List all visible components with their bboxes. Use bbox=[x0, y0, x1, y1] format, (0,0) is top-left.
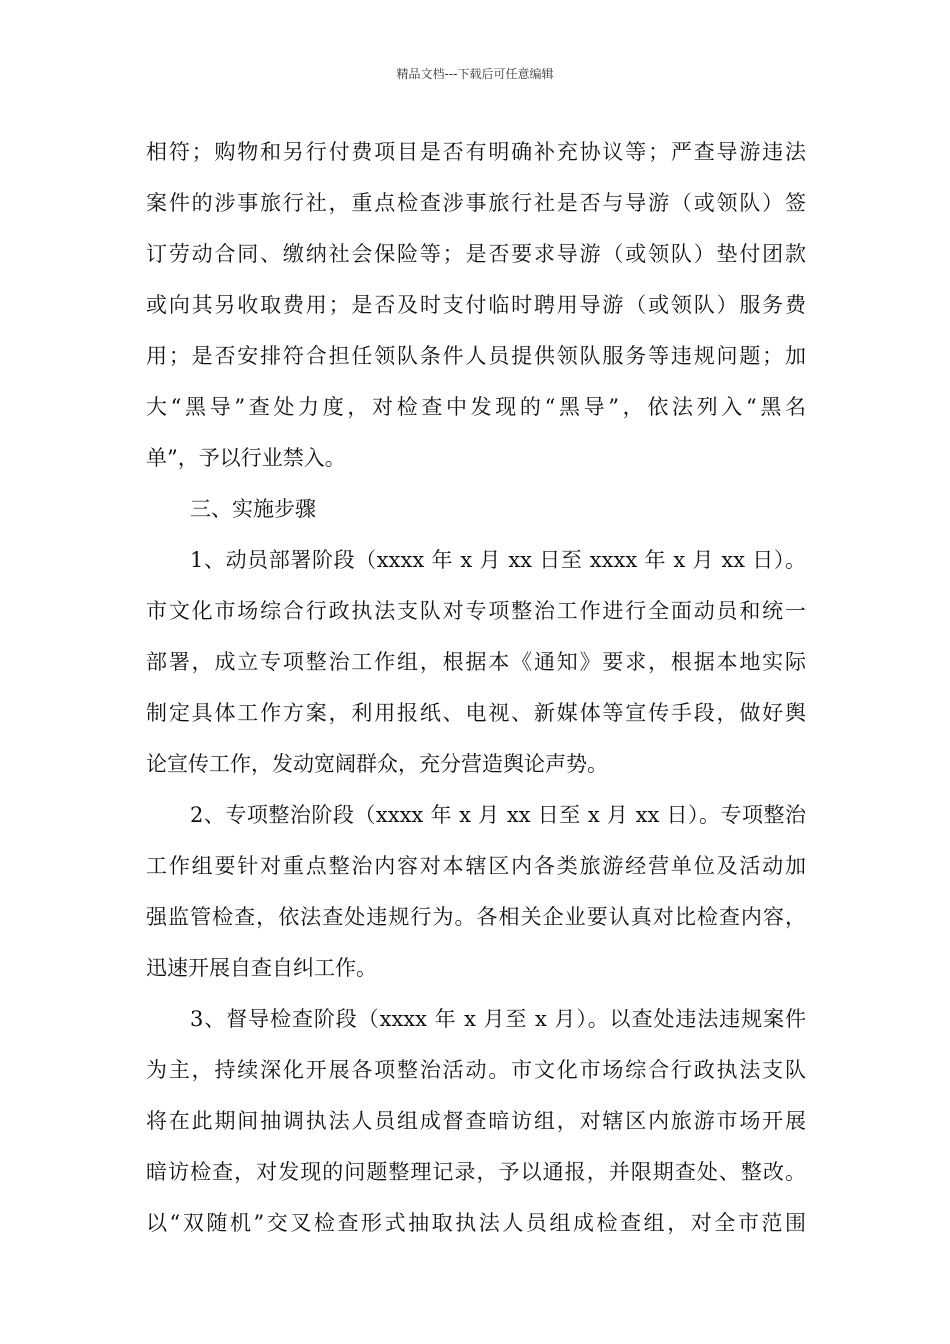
text-line: 暗访检查，对发现的问题整理记录，予以通报，并限期查处、整改。 bbox=[146, 1160, 806, 1184]
text-line: 订劳动合同、缴纳社会保险等；是否要求导游（或领队）垫付团款 bbox=[146, 242, 806, 266]
page-header: 精品文档---下载后可任意编辑 bbox=[396, 67, 554, 81]
text-line: 为主，持续深化开展各项整治活动。市文化市场综合行政执法支队 bbox=[146, 1058, 806, 1082]
text-line: 或向其另收取费用；是否及时支付临时聘用导游（或领队）服务费 bbox=[146, 293, 806, 317]
text-line: 单”，予以行业禁入。 bbox=[146, 446, 346, 470]
text-line: 工作组要针对重点整治内容对本辖区内各类旅游经营单位及活动加 bbox=[146, 854, 806, 878]
text-line: 部署，成立专项整治工作组，根据本《通知》要求，根据本地实际 bbox=[146, 650, 806, 674]
text-line: 以“双随机”交叉检查形式抽取执法人员组成检查组，对全市范围 bbox=[146, 1211, 806, 1235]
text-line: 论宣传工作，发动宽阔群众，充分营造舆论声势。 bbox=[146, 752, 608, 776]
section-heading: 三、实施步骤 bbox=[190, 497, 316, 521]
text-line: 制定具体工作方案，利用报纸、电视、新媒体等宣传手段，做好舆 bbox=[146, 701, 806, 725]
text-line: 案件的涉事旅行社，重点检查涉事旅行社是否与导游（或领队）签 bbox=[146, 191, 806, 215]
text-line: 将在此期间抽调执法人员组成督查暗访组，对辖区内旅游市场开展 bbox=[146, 1109, 806, 1133]
document-body bbox=[0, 127, 950, 1249]
text-line: 用；是否安排符合担任领队条件人员提供领队服务等违规问题；加 bbox=[146, 344, 806, 368]
text-line: 迅速开展自查自纠工作。 bbox=[146, 956, 377, 980]
text-line: 2、专项整治阶段（xxxx 年 x 月 xx 日至 x 月 xx 日）。专项整治 bbox=[190, 803, 806, 827]
text-line: 相符；购物和另行付费项目是否有明确补充协议等；严查导游违法 bbox=[146, 140, 806, 164]
text-line: 强监管检查，依法查处违规行为。各相关企业要认真对比检查内容， bbox=[146, 905, 806, 929]
text-line: 市文化市场综合行政执法支队对专项整治工作进行全面动员和统一 bbox=[146, 599, 806, 623]
text-line: 大“黑导”查处力度，对检查中发现的“黑导”，依法列入“黑名 bbox=[146, 395, 806, 419]
text-line: 1、动员部署阶段（xxxx 年 x 月 xx 日至 xxxx 年 x 月 xx 日）。 bbox=[190, 548, 806, 572]
text-line: 3、督导检查阶段（xxxx 年 x 月至 x 月）。以查处违法违规案件 bbox=[190, 1007, 806, 1031]
